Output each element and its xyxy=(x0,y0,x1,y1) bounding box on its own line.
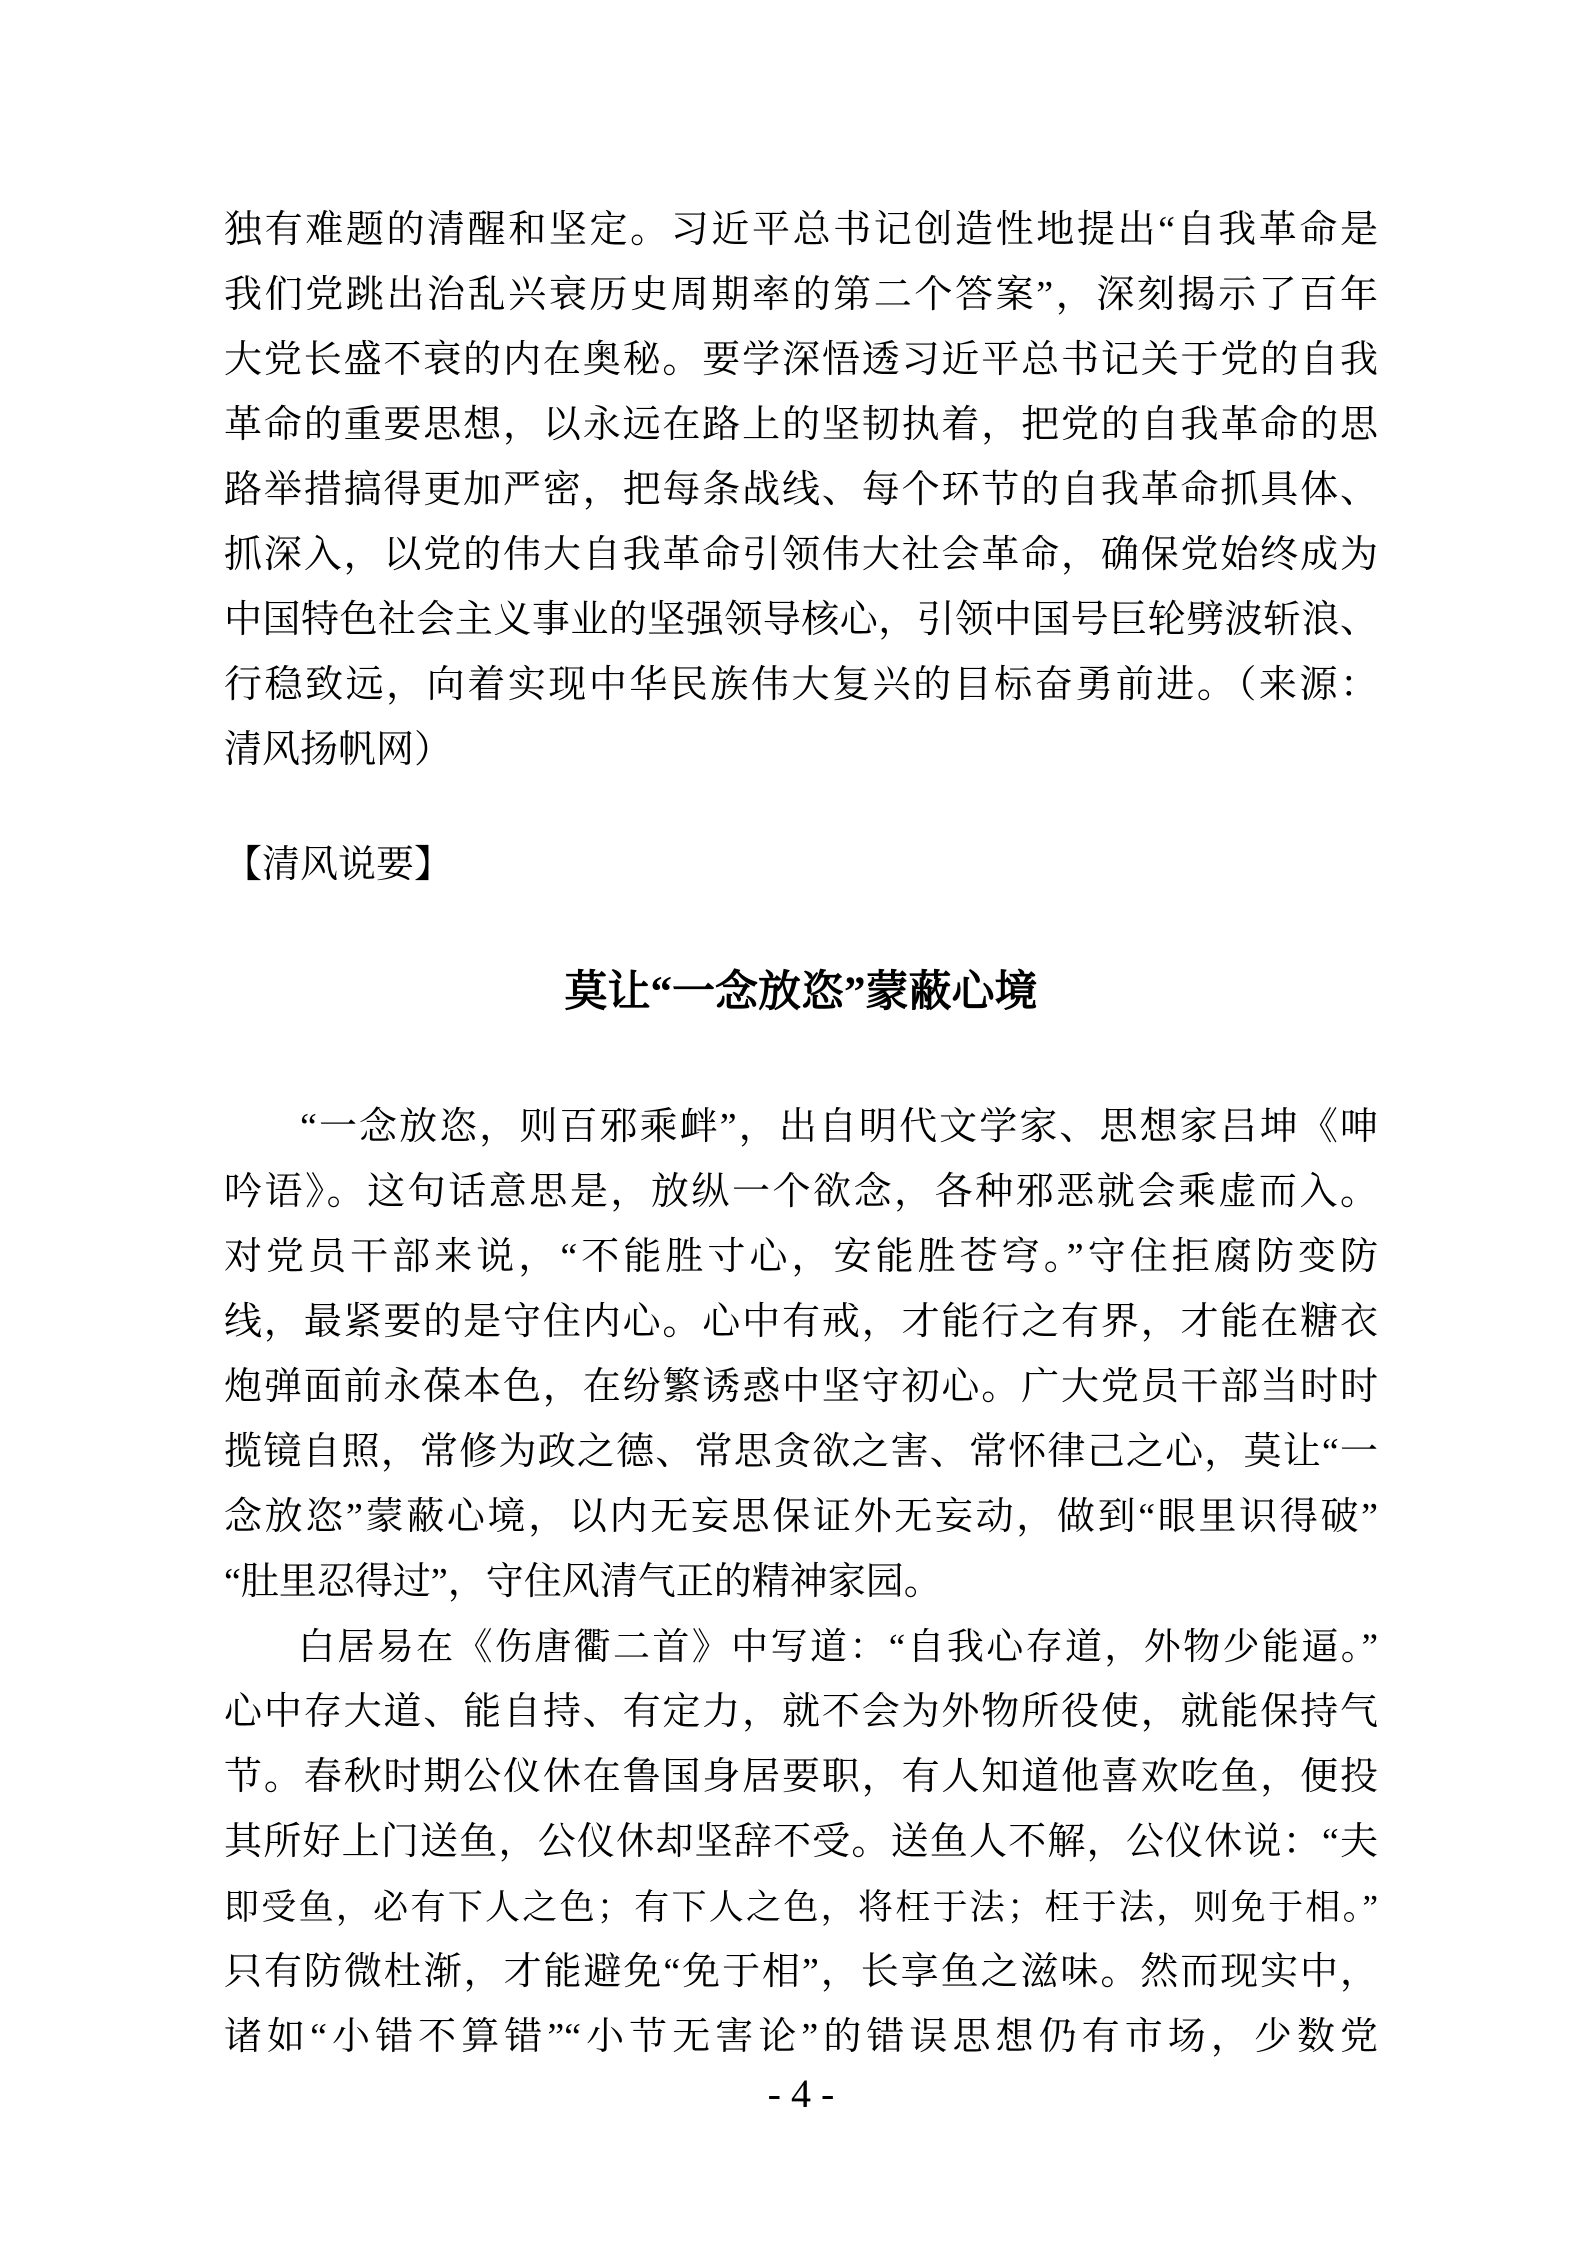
body-line: “肚里忍得过”，守住风清气正的精神家园。 xyxy=(224,1561,942,1603)
body-line: 念放恣”蒙蔽心境，以内无妄思保证外无妄动，做到“眼里识得破” xyxy=(224,1496,1378,1538)
body-line: 揽镜自照，常修为政之德、常思贪欲之害、常怀律己之心，莫让“一 xyxy=(224,1431,1378,1473)
body-line: 白居易在《伤唐衢二首》中写道：“自我心存道，外物少能逼。” xyxy=(298,1627,1378,1668)
page-number: - 4 - xyxy=(767,2071,835,2116)
body-paragraph-3 xyxy=(224,1615,1378,2070)
body-line: 我们党跳出治乱兴衰历史周期率的第二个答案”，深刻揭示了百年 xyxy=(224,274,1378,316)
body-line: 线，最紧要的是守住内心。心中有戒，才能行之有界，才能在糖衣 xyxy=(224,1301,1378,1343)
body-paragraph-2 xyxy=(224,1095,1378,1615)
article-title: 莫让“一念放恣”蒙蔽心境 xyxy=(564,969,1038,1016)
body-line: 清风扬帆网） xyxy=(224,729,453,771)
body-line: 中国特色社会主义事业的坚强领导核心，引领中国号巨轮劈波斩浪、 xyxy=(224,599,1378,641)
body-line: 行稳致远，向着实现中华民族伟大复兴的目标奋勇前进。（来源： xyxy=(224,664,1378,706)
section-label: 【清风说要】 xyxy=(224,844,453,886)
body-line: 抓深入，以党的伟大自我革命引领伟大社会革命，确保党始终成为 xyxy=(224,534,1378,576)
body-line: 革命的重要思想，以永远在路上的坚韧执着，把党的自我革命的思 xyxy=(224,404,1378,446)
body-line: 大党长盛不衰的内在奥秘。要学深悟透习近平总书记关于党的自我 xyxy=(224,339,1378,381)
body-line: 炮弹面前永葆本色，在纷繁诱惑中坚守初心。广大党员干部当时时 xyxy=(224,1366,1378,1408)
body-line: “一念放恣，则百邪乘衅”，出自明代文学家、思想家吕坤《呻 xyxy=(300,1106,1378,1148)
body-line: 节。春秋时期公仪休在鲁国身居要职，有人知道他喜欢吃鱼，便投 xyxy=(224,1756,1378,1798)
body-paragraph-1 xyxy=(224,198,1378,783)
body-line: 只有防微杜渐，才能避免“免于相”，长享鱼之滋味。然而现实中， xyxy=(224,1951,1378,1993)
body-line: 吟语》。这句话意思是，放纵一个欲念，各种邪恶就会乘虚而入。 xyxy=(224,1171,1378,1213)
body-line: 路举措搞得更加严密，把每条战线、每个环节的自我革命抓具体、 xyxy=(224,469,1378,511)
body-line: 其所好上门送鱼，公仪休却坚辞不受。送鱼人不解，公仪休说：“夫 xyxy=(224,1821,1378,1863)
body-line: 即受鱼，必有下人之色；有下人之色，将枉于法；枉于法，则免于相。” xyxy=(224,1888,1378,1927)
body-line: 诸如“小错不算错”“小节无害论”的错误思想仍有市场，少数党 xyxy=(224,2016,1378,2058)
body-line: 独有难题的清醒和坚定。习近平总书记创造性地提出“自我革命是 xyxy=(224,209,1378,251)
body-line: 心中存大道、能自持、有定力，就不会为外物所役使，就能保持气 xyxy=(224,1691,1378,1733)
body-line: 对党员干部来说，“不能胜寸心，安能胜苍穹。”守住拒腐防变防 xyxy=(224,1236,1378,1278)
